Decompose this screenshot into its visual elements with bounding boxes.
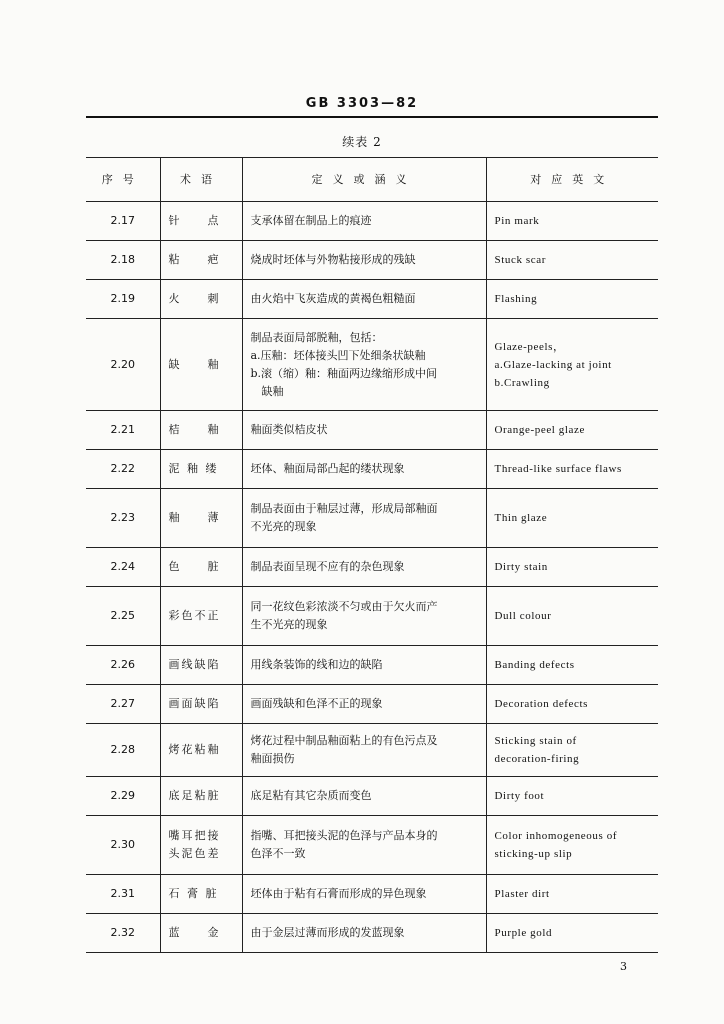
definition-line: 由于金层过薄而形成的发蓝现象 xyxy=(250,926,405,939)
english-line: Orange-peel glaze xyxy=(494,424,586,436)
english-line: Decoration defects xyxy=(494,698,589,710)
table-body xyxy=(86,202,658,953)
term-line: 釉 薄 xyxy=(168,511,221,524)
english-cell xyxy=(486,875,658,914)
row-number: 2.27 xyxy=(86,685,160,724)
term-cell xyxy=(160,241,242,280)
terminology-table xyxy=(86,157,658,953)
english-line: Purple gold xyxy=(494,927,553,939)
term-line: 石 膏 脏 xyxy=(168,887,219,900)
english-cell xyxy=(486,280,658,319)
definition-line: 同一花纹色彩浓淡不匀或由于欠火而产 xyxy=(250,600,438,613)
definition-cell xyxy=(242,587,486,646)
term-line: 嘴耳把接 xyxy=(168,829,221,842)
column-header-number: 序号 xyxy=(86,158,160,202)
term-cell xyxy=(160,548,242,587)
table-caption: 续表 2 xyxy=(342,135,382,149)
english-line: a.Glaze-lacking at joint xyxy=(494,358,612,371)
row-number: 2.20 xyxy=(86,319,160,411)
table-row xyxy=(86,202,658,241)
definition-cell xyxy=(242,280,486,319)
definition-cell xyxy=(242,875,486,914)
header-rule xyxy=(86,116,658,118)
term-cell xyxy=(160,914,242,953)
row-number: 2.21 xyxy=(86,411,160,450)
definition-cell xyxy=(242,450,486,489)
english-cell xyxy=(486,450,658,489)
english-line: Stuck scar xyxy=(494,254,547,266)
definition-line: 釉面损伤 xyxy=(250,752,295,765)
term-line: 蓝 金 xyxy=(168,926,221,939)
term-cell xyxy=(160,587,242,646)
table-row xyxy=(86,319,658,411)
table-row xyxy=(86,450,658,489)
english-cell xyxy=(486,914,658,953)
table-row xyxy=(86,241,658,280)
definition-cell xyxy=(242,319,486,411)
english-cell xyxy=(486,411,658,450)
definition-cell xyxy=(242,202,486,241)
standard-code-header: GB 3303—82 xyxy=(305,96,419,111)
term-cell xyxy=(160,202,242,241)
definition-line: 支承体留在制品上的痕迹 xyxy=(250,214,372,227)
definition-line: 烤花过程中制品釉面粘上的有色污点及 xyxy=(250,734,438,747)
term-line: 火 刺 xyxy=(168,292,221,305)
definition-cell xyxy=(242,548,486,587)
definition-cell xyxy=(242,777,486,816)
english-line: Flashing xyxy=(494,293,538,305)
table-row xyxy=(86,816,658,875)
table-row xyxy=(86,548,658,587)
term-line: 烤花粘釉 xyxy=(168,743,221,756)
row-number: 2.32 xyxy=(86,914,160,953)
definition-cell xyxy=(242,685,486,724)
english-cell xyxy=(486,202,658,241)
english-line: Plaster dirt xyxy=(494,888,550,900)
english-cell xyxy=(486,646,658,685)
term-cell xyxy=(160,489,242,548)
definition-line: b.滚（缩）釉：釉面两边缘缩形成中间 xyxy=(250,366,438,380)
term-line: 画线缺陷 xyxy=(168,658,221,671)
english-cell xyxy=(486,724,658,777)
term-cell xyxy=(160,816,242,875)
english-cell xyxy=(486,777,658,816)
definition-line: 指嘴、耳把接头泥的色泽与产品本身的 xyxy=(250,829,438,842)
term-cell xyxy=(160,280,242,319)
table-row xyxy=(86,411,658,450)
english-line: sticking-up slip xyxy=(494,848,573,860)
term-line: 针 点 xyxy=(168,214,221,227)
definition-line: 不光亮的现象 xyxy=(250,520,317,533)
row-number: 2.18 xyxy=(86,241,160,280)
definition-cell xyxy=(242,646,486,685)
term-cell xyxy=(160,875,242,914)
row-number: 2.29 xyxy=(86,777,160,816)
term-line: 底足粘脏 xyxy=(168,789,221,802)
definition-line: 制品表面由于釉层过薄，形成局部釉面 xyxy=(250,502,438,515)
row-number: 2.28 xyxy=(86,724,160,777)
definition-line: 坯体由于粘有石膏而形成的异色现象 xyxy=(250,887,427,900)
term-cell xyxy=(160,777,242,816)
table-row xyxy=(86,489,658,548)
term-line: 粘 疤 xyxy=(168,253,221,266)
term-line: 彩色不正 xyxy=(168,609,221,622)
column-header-definition: 定义或涵义 xyxy=(242,158,486,202)
term-cell xyxy=(160,319,242,411)
definition-line: 制品表面局部脱釉，包括： xyxy=(250,330,383,344)
row-number: 2.25 xyxy=(86,587,160,646)
term-line: 头泥色差 xyxy=(168,847,221,860)
row-number: 2.24 xyxy=(86,548,160,587)
definition-line: 烧成时坯体与外物粘接形成的残缺 xyxy=(250,253,416,266)
row-number: 2.19 xyxy=(86,280,160,319)
row-number: 2.30 xyxy=(86,816,160,875)
table-header-row xyxy=(86,158,658,202)
table-row xyxy=(86,646,658,685)
definition-line: 缺釉 xyxy=(250,384,284,398)
column-header-english: 对应英文 xyxy=(486,158,658,202)
definition-cell xyxy=(242,914,486,953)
term-cell xyxy=(160,450,242,489)
definition-line: 底足粘有其它杂质而变色 xyxy=(250,789,372,802)
english-line: Thread-like surface flaws xyxy=(494,463,622,475)
definition-line: 由火焰中飞灰造成的黄褐色粗糙面 xyxy=(250,292,416,305)
definition-cell xyxy=(242,411,486,450)
page-number: 3 xyxy=(620,960,627,973)
term-cell xyxy=(160,685,242,724)
english-cell xyxy=(486,548,658,587)
definition-line: 生不光亮的现象 xyxy=(250,618,328,631)
term-cell xyxy=(160,411,242,450)
english-line: Dirty foot xyxy=(494,790,545,802)
english-line: Banding defects xyxy=(494,659,575,671)
row-number: 2.17 xyxy=(86,202,160,241)
english-line: b.Crawling xyxy=(494,376,550,389)
row-number: 2.23 xyxy=(86,489,160,548)
row-number: 2.31 xyxy=(86,875,160,914)
definition-cell xyxy=(242,724,486,777)
definition-line: 釉面类似桔皮状 xyxy=(250,423,328,436)
english-line: Thin glaze xyxy=(494,512,548,524)
english-cell xyxy=(486,587,658,646)
row-number: 2.26 xyxy=(86,646,160,685)
definition-line: 坯体、釉面局部凸起的缕状现象 xyxy=(250,462,405,475)
english-cell xyxy=(486,489,658,548)
english-line: decoration-firing xyxy=(494,753,580,765)
table-row xyxy=(86,914,658,953)
table-row xyxy=(86,724,658,777)
english-line: Dirty stain xyxy=(494,561,548,573)
term-line: 泥 釉 缕 xyxy=(168,462,219,475)
definition-line: 制品表面呈现不应有的杂色现象 xyxy=(250,560,405,573)
definition-line: 画面残缺和色泽不正的现象 xyxy=(250,697,383,710)
term-cell xyxy=(160,724,242,777)
definition-line: 色泽不一致 xyxy=(250,847,306,860)
english-cell xyxy=(486,685,658,724)
english-line: Sticking stain of xyxy=(494,735,577,747)
table-row xyxy=(86,280,658,319)
term-cell xyxy=(160,646,242,685)
definition-line: a.压釉：坯体接头凹下处细条状缺釉 xyxy=(250,348,426,362)
english-cell xyxy=(486,241,658,280)
term-line: 色 脏 xyxy=(168,560,221,573)
english-line: Glaze-peels， xyxy=(494,340,565,353)
term-line: 桔 釉 xyxy=(168,423,221,436)
term-line: 缺 釉 xyxy=(168,357,221,371)
definition-cell xyxy=(242,816,486,875)
table-row xyxy=(86,587,658,646)
table-row xyxy=(86,875,658,914)
english-line: Color inhomogeneous of xyxy=(494,830,618,842)
term-line: 画面缺陷 xyxy=(168,697,221,710)
table-row xyxy=(86,777,658,816)
english-cell xyxy=(486,816,658,875)
column-header-term: 术语 xyxy=(160,158,242,202)
definition-cell xyxy=(242,489,486,548)
table-row xyxy=(86,685,658,724)
definition-cell xyxy=(242,241,486,280)
english-line: Dull colour xyxy=(494,610,552,622)
row-number: 2.22 xyxy=(86,450,160,489)
definition-line: 用线条装饰的线和边的缺陷 xyxy=(250,658,383,671)
english-line: Pin mark xyxy=(494,215,540,227)
english-cell xyxy=(486,319,658,411)
